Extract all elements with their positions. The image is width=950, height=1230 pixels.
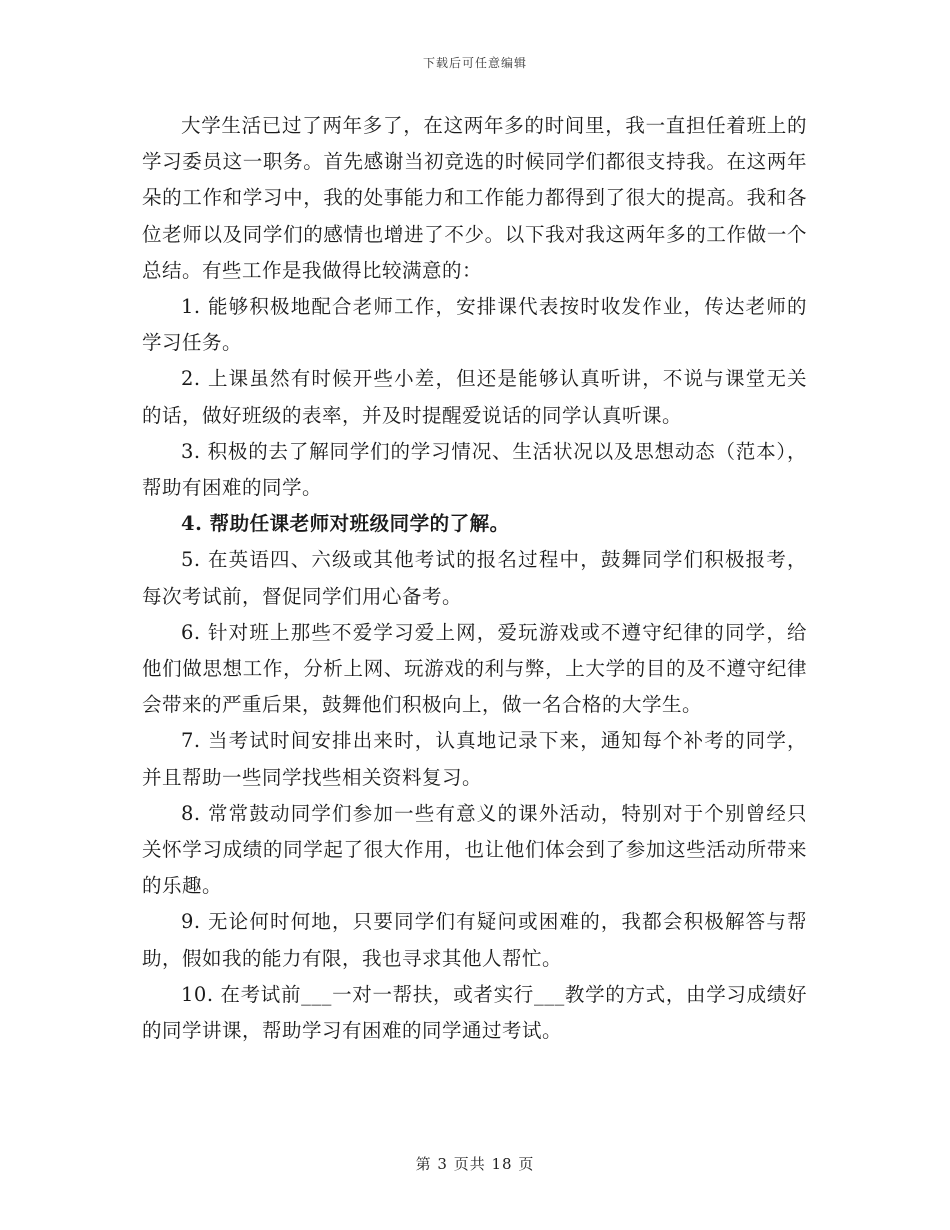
list-item: 8. 常常鼓动同学们参加一些有意义的课外活动，特别对于个别曾经只关怀学习成绩的同学起了很大作用，也让他们体会到了参加这些活动所带来的乐趣。 xyxy=(142,801,807,898)
list-item: 7. 当考试时间安排出来时，认真地记录下来，通知每个补考的同学，并且帮助一些同学找些相关资料复习。 xyxy=(142,729,807,789)
list-item: 1. 能够积极地配合老师工作，安排课代表按时收发作业，传达老师的学习任务。 xyxy=(142,295,807,355)
document-body xyxy=(142,108,807,1049)
list-item: 2. 上课虽然有时候开些小差，但还是能够认真听讲，不说与课堂无关的话，做好班级的表率，并及时提醒爱说话的同学认真听课。 xyxy=(142,367,807,427)
intro-paragraph: 大学生活已过了两年多了，在这两年多的时间里，我一直担任着班上的学习委员这一职务。首先感谢当初竞选的时候同学们都很支持我。在这两年朵的工作和学习中，我的处事能力和工作能力都得到了很大的提高。我和各位老师以及同学们的感情也增进了不少。以下我对我这两年多的工作做一个总结。有些工作是我做得比较满意的： xyxy=(142,114,807,282)
page-number: 第 3 页共 18 页 xyxy=(415,1155,535,1173)
list-item: 9. 无论何时何地，只要同学们有疑问或困难的，我都会积极解答与帮助，假如我的能力有限，我也寻求其他人帮忙。 xyxy=(142,910,807,970)
list-item: 5. 在英语四、六级或其他考试的报名过程中，鼓舞同学们积极报考，每次考试前，督促同学们用心备考。 xyxy=(142,548,807,608)
page-header: 下载后可任意编辑 xyxy=(422,56,527,70)
list-item: 3. 积极的去了解同学们的学习情况、生活状况以及思想动态（范本），帮助有困难的同学。 xyxy=(142,439,807,500)
list-item: 10. 在考试前___一对一帮扶，或者实行___教学的方式，由学习成绩好的同学讲课，帮助学习有困难的同学通过考试。 xyxy=(142,982,807,1043)
list-item: 4. 帮助任课老师对班级同学的了解。 xyxy=(181,512,510,536)
list-item: 6. 针对班上那些不爱学习爱上网，爱玩游戏或不遵守纪律的同学，给他们做思想工作，分析上网、玩游戏的利与弊，上大学的目的及不遵守纪律会带来的严重后果，鼓舞他们积极向上，做一名合格的大学生。 xyxy=(142,620,807,717)
